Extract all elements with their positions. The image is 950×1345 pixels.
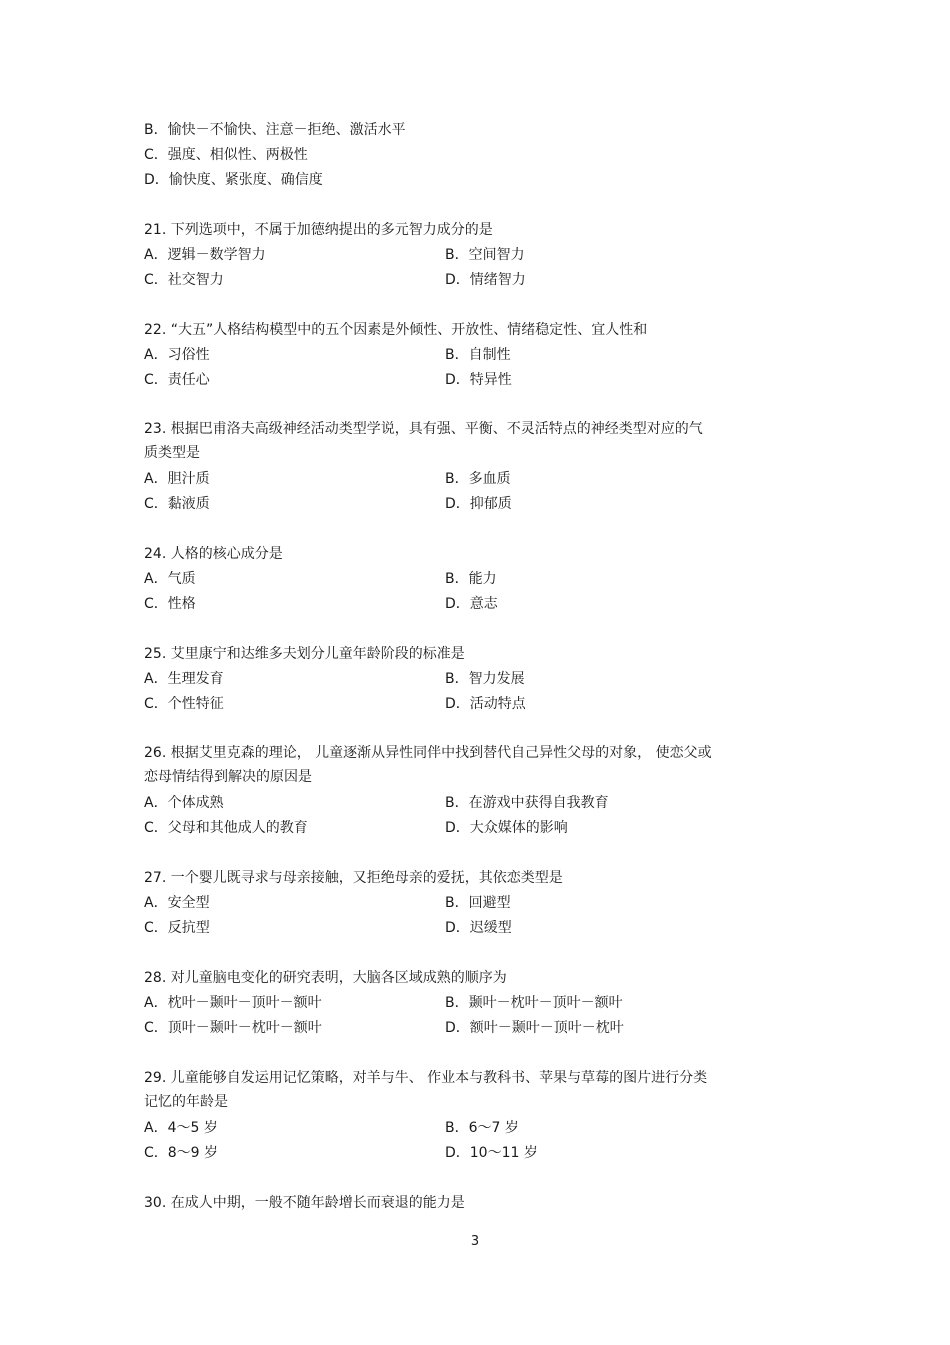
option-c: C．个性特征 bbox=[144, 696, 224, 712]
option-a: A．4～5 岁 bbox=[144, 1120, 218, 1136]
option-line: C．强度、相似性、两极性 bbox=[144, 147, 308, 163]
option-b: B．智力发展 bbox=[445, 671, 525, 687]
option-c: C．责任心 bbox=[144, 372, 210, 388]
question-stem: 24. 人格的核心成分是 bbox=[144, 546, 283, 562]
question-stem: 22. “大五”人格结构模型中的五个因素是外倾性、开放性、情绪稳定性、宜人性和 bbox=[144, 322, 648, 338]
question-stem: 26. 根据艾里克森的理论， 儿童逐渐从异性同伴中找到替代自己异性父母的对象， 使恋父或 bbox=[144, 745, 712, 761]
option-b: B．在游戏中获得自我教育 bbox=[445, 795, 609, 811]
option-d: D．10～11 岁 bbox=[445, 1145, 538, 1161]
option-b: B．回避型 bbox=[445, 895, 511, 911]
option-a: A．生理发育 bbox=[144, 671, 224, 687]
question-stem: 30. 在成人中期，一般不随年龄增长而衰退的能力是 bbox=[144, 1195, 465, 1211]
option-b: B．颞叶－枕叶－顶叶－额叶 bbox=[445, 995, 623, 1011]
option-c: C．社交智力 bbox=[144, 272, 224, 288]
question-stem-continued: 质类型是 bbox=[144, 445, 200, 461]
question-stem: 28. 对儿童脑电变化的研究表明，大脑各区域成熟的顺序为 bbox=[144, 970, 507, 986]
page-number: 3 bbox=[470, 1234, 480, 1249]
option-a: A．胆汁质 bbox=[144, 471, 210, 487]
option-d: D．抑郁质 bbox=[445, 496, 512, 512]
option-c: C．父母和其他成人的教育 bbox=[144, 820, 308, 836]
option-a: A．习俗性 bbox=[144, 347, 210, 363]
option-a: A．逻辑－数学智力 bbox=[144, 247, 266, 263]
option-c: C．顶叶－颞叶－枕叶－额叶 bbox=[144, 1020, 322, 1036]
option-d: D．活动特点 bbox=[445, 696, 526, 712]
question-stem-continued: 记忆的年龄是 bbox=[144, 1094, 228, 1110]
option-d: D．特异性 bbox=[445, 372, 512, 388]
question-stem: 25. 艾里康宁和达维多夫划分儿童年龄阶段的标准是 bbox=[144, 646, 465, 662]
option-c: C．8～9 岁 bbox=[144, 1145, 219, 1161]
option-b: B．自制性 bbox=[445, 347, 511, 363]
question-stem: 21. 下列选项中，不属于加德纳提出的多元智力成分的是 bbox=[144, 222, 493, 238]
option-b: B．6～7 岁 bbox=[445, 1120, 519, 1136]
option-d: D．额叶－颞叶－顶叶－枕叶 bbox=[445, 1020, 624, 1036]
option-b: B．多血质 bbox=[445, 471, 511, 487]
option-a: A．气质 bbox=[144, 571, 196, 587]
question-stem: 27. 一个婴儿既寻求与母亲接触，又拒绝母亲的爱抚，其依恋类型是 bbox=[144, 870, 563, 886]
option-b: B．空间智力 bbox=[445, 247, 525, 263]
option-line: B．愉快－不愉快、注意－拒绝、激活水平 bbox=[144, 122, 406, 138]
option-a: A．枕叶－颞叶－顶叶－额叶 bbox=[144, 995, 322, 1011]
option-c: C．性格 bbox=[144, 596, 196, 612]
option-d: D．情绪智力 bbox=[445, 272, 526, 288]
question-stem: 23. 根据巴甫洛夫高级神经活动类型学说，具有强、平衡、不灵活特点的神经类型对应的气 bbox=[144, 421, 703, 437]
option-line: D．愉快度、紧张度、确信度 bbox=[144, 172, 323, 188]
option-a: A．个体成熟 bbox=[144, 795, 224, 811]
option-c: C．黏液质 bbox=[144, 496, 210, 512]
option-b: B．能力 bbox=[445, 571, 497, 587]
option-d: D．迟缓型 bbox=[445, 920, 512, 936]
option-d: D．大众媒体的影响 bbox=[445, 820, 568, 836]
option-a: A．安全型 bbox=[144, 895, 210, 911]
question-stem-continued: 恋母情结得到解决的原因是 bbox=[144, 769, 312, 785]
option-d: D．意志 bbox=[445, 596, 498, 612]
question-stem: 29. 儿童能够自发运用记忆策略，对羊与牛、 作业本与教科书、苹果与草莓的图片进行分类 bbox=[144, 1070, 708, 1086]
option-c: C．反抗型 bbox=[144, 920, 210, 936]
